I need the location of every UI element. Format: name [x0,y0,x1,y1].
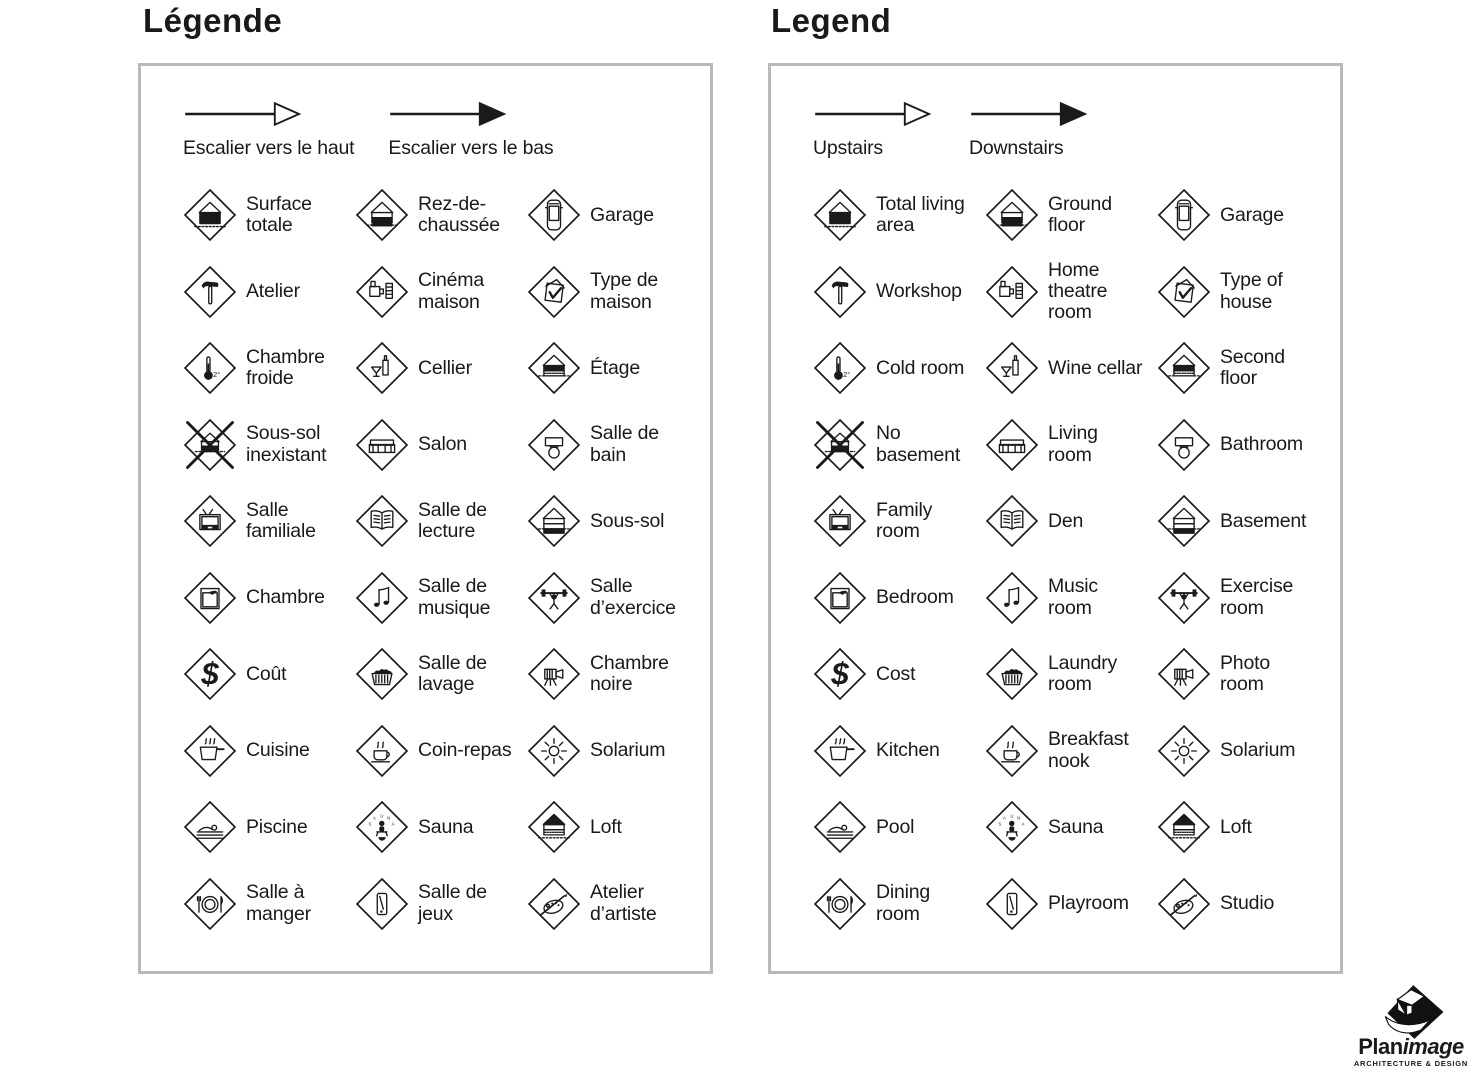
legend-item-label: Rez-de-chaussée [418,192,500,237]
legend-item [527,800,687,854]
legend-item [183,724,355,778]
stairs-arrows-french [183,100,553,160]
legend-item-label: Pool [876,815,915,838]
solarium-icon [1157,724,1211,778]
legend-item-label: Sous-sol [590,509,665,532]
legend-item-label: Type de maison [590,269,658,313]
legend-item-label: Studio [1220,892,1275,915]
legend-item [1157,494,1317,548]
cold-room-icon [813,341,867,395]
legend-item-label: Atelier d’artiste [590,881,657,925]
legend-item [355,494,527,548]
laundry-room-icon [985,647,1039,701]
legend-item [1157,188,1317,242]
legend-item [183,188,355,242]
family-room-icon [813,494,867,548]
photo-room-icon [527,647,581,701]
legend-item-label: Salle familiale [246,498,316,543]
legend-item [1157,341,1317,395]
legend-item [527,188,687,242]
legend-panel-english [768,63,1343,974]
legend-item-label: Coin-repas [418,739,512,762]
legend-item-label: Chambre noire [590,651,669,696]
bathroom-icon [1157,418,1211,472]
family-room-icon [183,494,237,548]
legend-item [355,418,527,472]
legend-item [183,341,355,395]
total-living-area-icon [813,188,867,242]
workshop-icon [813,265,867,319]
house-type-icon [1157,265,1211,319]
kitchen-icon [813,724,867,778]
legend-item-label: Photo room [1220,651,1270,696]
dining-room-icon [183,877,237,931]
stairs-up-label: Upstairs [813,137,883,159]
ground-floor-icon [985,188,1039,242]
legend-item [1157,800,1317,854]
legend-grid-french [183,177,687,942]
legend-item [527,341,687,395]
stairs-up-label: Escalier vers le haut [183,137,355,159]
svg-text:A: A [391,821,395,827]
legend-item [985,877,1157,931]
kitchen-icon [183,724,237,778]
stairs-up-legend [813,100,935,160]
brand-image: image [1402,1034,1464,1059]
legend-item [813,647,985,701]
svg-text:$: $ [831,655,849,692]
svg-text:N: N [387,815,391,821]
bedroom-icon [183,571,237,625]
stairs-down-legend [969,100,1091,160]
legend-grid-english [813,177,1317,942]
svg-text:2°: 2° [843,370,851,380]
second-floor-icon [1157,341,1211,395]
stairs-down-label: Escalier vers le bas [388,137,554,159]
svg-text:U: U [1010,813,1014,819]
legend-item-label: Solarium [1220,739,1296,762]
garage-icon [527,188,581,242]
legend-item [813,571,985,625]
no-basement-icon [813,418,867,472]
exercise-room-icon [527,571,581,625]
legend-item [985,260,1157,324]
loft-icon [1157,800,1211,854]
legend-item-label: Cost [876,662,916,685]
legend-item [527,494,687,548]
legend-item-label: Chambre froide [246,345,325,390]
exercise-room-icon [1157,571,1211,625]
legend-item-label: Bathroom [1220,433,1303,456]
legend-item-label: Solarium [590,739,666,762]
planimage-tagline: ARCHITECTURE & DESIGN [1353,1059,1469,1068]
legend-item-label: Piscine [246,815,308,838]
breakfast-nook-icon [985,724,1039,778]
legend-item [985,724,1157,778]
legend-item [985,571,1157,625]
legend-item-label: Salle de lecture [418,498,487,543]
legend-item-label: Breakfast nook [1048,728,1129,772]
legend-item-label: Cold room [876,356,965,379]
legend-item-label: Cuisine [246,739,310,762]
legend-item [1157,724,1317,778]
music-room-icon [985,571,1039,625]
legend-item [985,418,1157,472]
legend-item [183,647,355,701]
legend-item [985,341,1157,395]
living-room-icon [985,418,1039,472]
stairs-down-label: Downstairs [969,137,1064,159]
legend-item [813,877,985,931]
legend-item-label: Kitchen [876,739,940,762]
legend-item [183,265,355,319]
breakfast-nook-icon [355,724,409,778]
legend-panel-french [138,63,713,974]
den-icon [355,494,409,548]
legend-item-label: Exercise room [1220,575,1294,619]
stairs-down-arrow-icon [969,100,1091,128]
legend-item-label: Cinéma maison [418,269,484,313]
pool-icon [813,800,867,854]
legend-item [183,571,355,625]
second-floor-icon [527,341,581,395]
ground-floor-icon [355,188,409,242]
svg-text:S: S [368,821,372,827]
legend-item-label: Workshop [876,280,962,303]
legend-item-label: Second floor [1220,345,1285,390]
solarium-icon [527,724,581,778]
legend-item-label: Loft [1220,815,1252,838]
legend-item [355,571,527,625]
legend-item-label: Family room [876,498,933,543]
legend-item-label: Home theatre room [1048,258,1108,324]
legend-item [985,494,1157,548]
living-room-icon [355,418,409,472]
legend-item-label: Salle de jeux [418,881,487,925]
legend-item-label: Loft [590,815,622,838]
total-living-area-icon [183,188,237,242]
legend-item-label: Cellier [418,356,472,379]
legend-item [813,724,985,778]
cost-icon [183,647,237,701]
svg-text:A: A [373,815,376,821]
cold-room-icon [183,341,237,395]
legend-item-label: Bedroom [876,586,954,609]
legend-item [1157,647,1317,701]
legend-item-label: Étage [590,356,640,379]
photo-room-icon [1157,647,1211,701]
den-icon [985,494,1039,548]
svg-text:A: A [1003,815,1006,821]
page-title-english: Legend [771,2,892,39]
planimage-brand [1348,1036,1474,1058]
legend-item-label: Total living area [876,192,965,237]
legend-item-label: Garage [1220,203,1284,226]
legend-item [527,877,687,931]
playroom-icon [355,877,409,931]
svg-text:N: N [1017,815,1021,821]
legend-item [813,188,985,242]
stairs-up-arrow-icon [183,100,305,128]
cost-icon [813,647,867,701]
no-basement-icon [183,418,237,472]
basement-icon [1157,494,1211,548]
legend-item-label: Salle de lavage [418,651,487,696]
legend-item [527,647,687,701]
legend-item-label: Sous-sol inexistant [246,422,327,466]
legend-item [183,494,355,548]
svg-text:2°: 2° [213,370,221,380]
legend-item-label: Laundry room [1048,651,1118,696]
legend-item [355,647,527,701]
stairs-down-legend [388,100,553,160]
legend-item [527,265,687,319]
svg-text:A: A [1021,821,1025,827]
legend-item [1157,265,1317,319]
legend-item [183,877,355,931]
legend-item-label: Wine cellar [1048,356,1143,379]
legend-item [527,571,687,625]
legend-item-label: Playroom [1048,892,1129,915]
legend-item-label: Salon [418,433,467,456]
loft-icon [527,800,581,854]
legend-item [183,418,355,472]
home-theatre-icon [355,265,409,319]
legend-item [527,418,687,472]
garage-icon [1157,188,1211,242]
legend-item [355,265,527,319]
music-room-icon [355,571,409,625]
legend-item-label: Dining room [876,881,931,925]
legend-item [1157,571,1317,625]
pool-icon [183,800,237,854]
legend-item [1157,418,1317,472]
studio-icon [1157,877,1211,931]
legend-item-label: No basement [876,422,961,466]
legend-item [355,724,527,778]
home-theatre-icon [985,265,1039,319]
brand-plan: Plan [1358,1034,1403,1059]
legend-item-label: Den [1048,509,1084,532]
legend-item [813,494,985,548]
playroom-icon [985,877,1039,931]
legend-item-label: Garage [590,203,654,226]
legend-item [355,877,527,931]
stairs-arrows-english [813,100,1091,160]
legend-item [985,800,1157,854]
legend-item [527,724,687,778]
legend-item-label: Basement [1220,509,1307,532]
wine-cellar-icon [355,341,409,395]
legend-item [355,341,527,395]
legend-item-label: Salle d’exercice [590,575,676,619]
planimage-logo [1348,984,1474,1068]
legend-item-label: Surface totale [246,192,312,237]
legend-item-label: Ground floor [1048,192,1112,237]
legend-item [1157,877,1317,931]
stairs-up-legend [183,100,354,160]
legend-item-label: Sauna [1048,815,1104,838]
stairs-up-arrow-icon [813,100,935,128]
svg-text:$: $ [201,655,219,692]
bathroom-icon [527,418,581,472]
legend-item [813,341,985,395]
legend-item-label: Salle à manger [246,881,311,925]
svg-text:S: S [998,821,1002,827]
legend-item-label: Sauna [418,815,474,838]
sauna-icon [985,800,1039,854]
legend-item-label: Coût [246,662,287,685]
house-type-icon [527,265,581,319]
studio-icon [527,877,581,931]
dining-room-icon [813,877,867,931]
legend-item-label: Living room [1048,422,1098,466]
page-title-french: Légende [143,2,283,39]
sauna-icon [355,800,409,854]
legend-item [813,800,985,854]
legend-item [813,418,985,472]
legend-item-label: Atelier [246,280,300,303]
basement-icon [527,494,581,548]
planimage-logo-mark-icon [1375,984,1447,1040]
legend-item [183,800,355,854]
stairs-down-arrow-icon [388,100,510,128]
bedroom-icon [813,571,867,625]
legend-item-label: Music room [1048,575,1098,619]
legend-item-label: Salle de bain [590,422,659,466]
laundry-room-icon [355,647,409,701]
legend-item [985,647,1157,701]
legend-item [813,265,985,319]
legend-item [355,800,527,854]
workshop-icon [183,265,237,319]
legend-item-label: Type of house [1220,269,1283,313]
legend-item-label: Chambre [246,586,325,609]
legend-item [355,188,527,242]
legend-item-label: Salle de musique [418,575,491,619]
svg-text:U: U [380,813,384,819]
wine-cellar-icon [985,341,1039,395]
legend-item [985,188,1157,242]
